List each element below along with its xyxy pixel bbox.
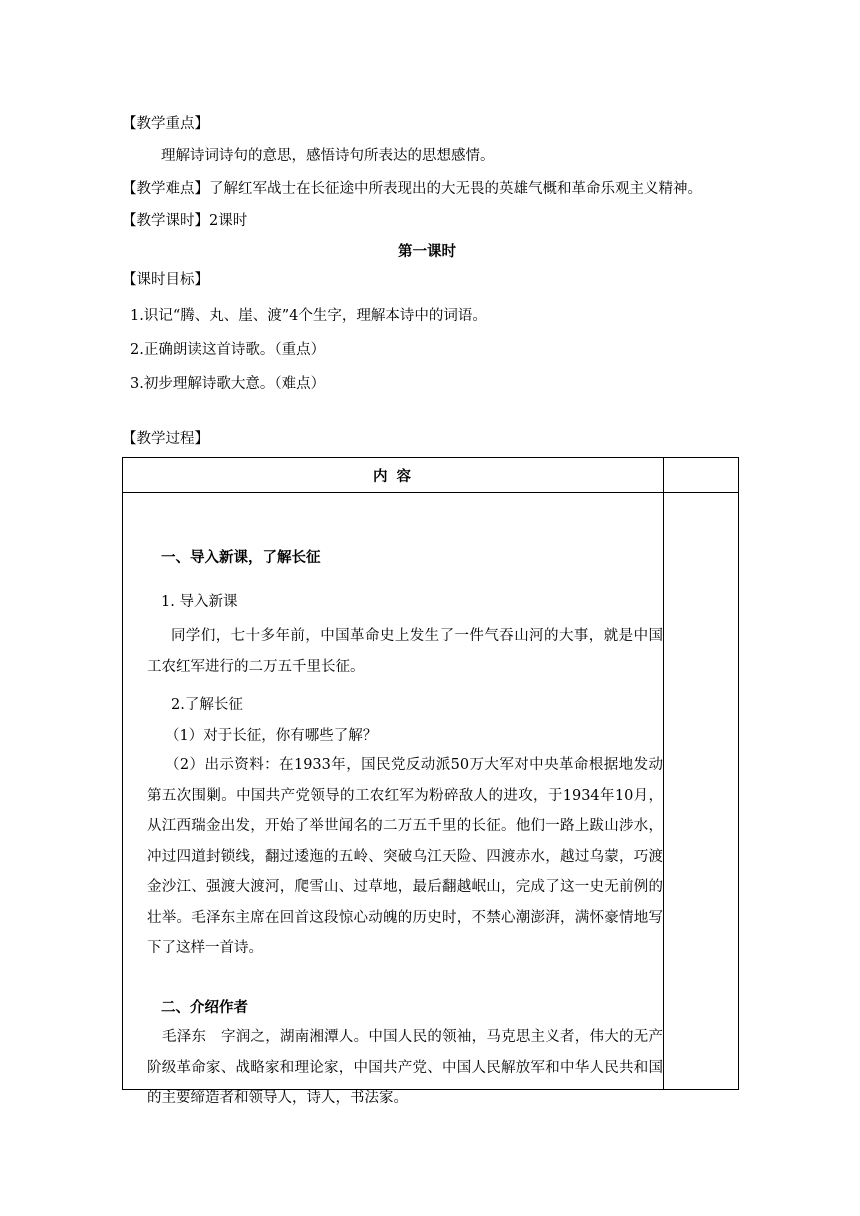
sub-heading: 2.了解长征 bbox=[171, 697, 243, 713]
lesson-title: 第一课时 bbox=[398, 243, 456, 260]
goal-item: 1.识记“腾、丸、崖、渡”4个生字，理解本诗中的词语。 bbox=[130, 308, 487, 324]
process-table bbox=[122, 457, 739, 1106]
key-points-body: 理解诗词诗句的意思，感悟诗句所表达的思想感情。 bbox=[161, 148, 495, 164]
content-column-header: 内 容 bbox=[123, 458, 664, 493]
difficult-points: 【教学难点】了解红军战士在长征途中所表现出的大无畏的英雄气概和革命乐观主义精神。 bbox=[122, 181, 702, 197]
goals-title: 【课时目标】 bbox=[122, 272, 209, 288]
goal-item: 3.初步理解诗歌大意。（难点） bbox=[130, 376, 326, 392]
goal-item: 2.正确朗读这首诗歌。（重点） bbox=[130, 342, 326, 358]
content-cell bbox=[123, 493, 664, 1106]
intro-paragraph: 同学们，七十多年前，中国革命史上发生了一件气吞山河的大事，就是中国工农红军进行的二万五千里长征。 bbox=[147, 628, 663, 675]
key-points-title: 【教学重点】 bbox=[122, 116, 209, 132]
question: （1）对于长征，你有哪些了解？ bbox=[165, 728, 378, 744]
long-march-paragraph: （2）出示资料：在1933年，国民党反动派50万大军对中央革命根据地发动第五次围剿。中国共产党领导的工农红军为粉碎敌人的进攻，于1934年10月，从江西瑞金出发，开始了举世闻名的二万五千里的长征。他们一路上跋山涉水，冲过四道封锁线，翻过逶迤的五岭、突破乌江天险、四渡赤水，越过乌蒙，巧渡金沙江、强渡大渡河，爬雪山、过草地，最后翻越岷山，完成了这一史无前例的壮举。毛泽东主席在回首这段惊心动魄的历史时，不禁心潮澎湃，满怀豪情地写下了这样一首诗。 bbox=[147, 757, 663, 956]
process-title: 【教学过程】 bbox=[122, 431, 209, 447]
notes-cell bbox=[664, 493, 739, 1090]
sub-heading: 1. 导入新课 bbox=[161, 594, 238, 610]
section-2-title: 二、介绍作者 bbox=[161, 999, 248, 1016]
author-paragraph: 毛泽东 字润之，湖南湘潭人。中国人民的领袖，马克思主义者，伟大的无产阶级革命家、战略家和理论家，中国共产党、中国人民解放军和中华人民共和国的主要缔造者和领导人，诗人，书法家。 bbox=[147, 1029, 663, 1106]
section-1-title: 一、导入新课，了解长征 bbox=[161, 549, 321, 566]
notes-column-header bbox=[664, 458, 739, 493]
lesson-hours: 【教学课时】2课时 bbox=[122, 213, 248, 229]
